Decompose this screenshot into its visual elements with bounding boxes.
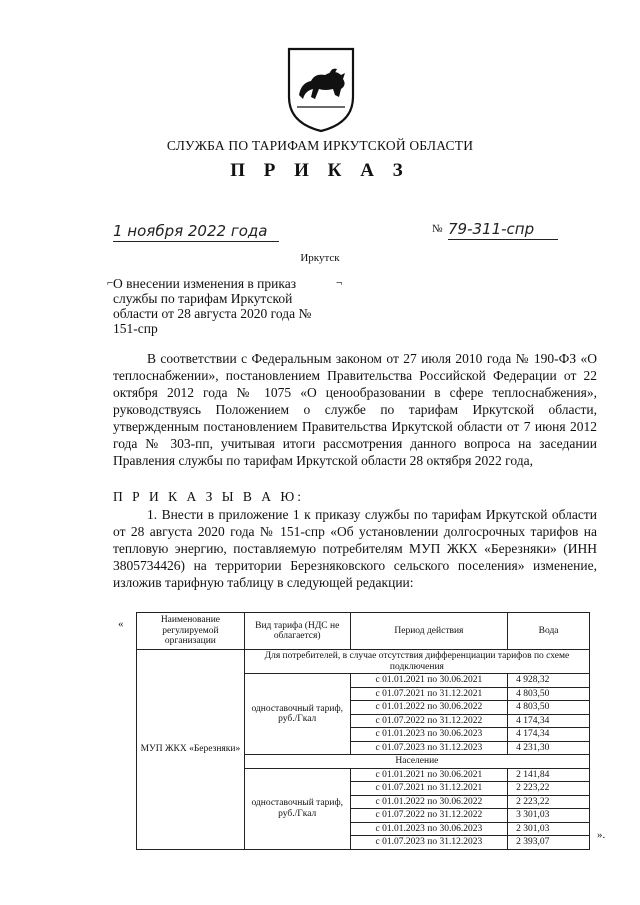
period-cell: с 01.01.2022 по 30.06.2022 <box>350 701 508 715</box>
tariff-table <box>136 612 590 850</box>
quote-open: « <box>118 618 124 630</box>
value-cell: 4 174,34 <box>508 714 590 728</box>
period-cell: с 01.07.2023 по 31.12.2023 <box>350 741 508 755</box>
value-cell: 4 803,50 <box>508 687 590 701</box>
organization-cell: МУП ЖКХ «Березняки» <box>137 650 245 850</box>
period-cell: с 01.07.2022 по 31.12.2022 <box>350 714 508 728</box>
value-cell: 4 174,34 <box>508 728 590 742</box>
period-cell: с 01.01.2023 по 30.06.2023 <box>350 728 508 742</box>
period-cell: с 01.01.2021 по 30.06.2021 <box>350 768 508 782</box>
section2-tariff-type: одноставочный тариф, руб./Гкал <box>244 768 350 849</box>
number-label: № <box>432 223 443 235</box>
header-water: Вода <box>508 613 590 650</box>
document-type-title: П Р И К А З <box>230 160 410 181</box>
section1-title-row <box>137 650 590 674</box>
section1-tariff-type: одноставочный тариф, руб./Гкал <box>244 674 350 755</box>
coat-of-arms-emblem <box>285 45 357 133</box>
period-cell: с 01.07.2021 по 31.12.2021 <box>350 687 508 701</box>
preamble-paragraph: В соответствии с Федеральным законом от 27 июля 2010 года № 190-ФЗ «О теплоснабжении», постановлением Правительства Российской Федерации от 22 октября 2012 года № 1075 «О ценообразовании в сфере теплоснабжения», руководствуясь Положением о службе по тарифам Иркутской области, утвержденным постановлением Правительства Иркутской области от 7 июня 2012 года № 303-пп, учитывая итоги рассмотрения данного вопроса на заседании Правления службы по тарифам Иркутской области 28 октября 2022 года, <box>113 351 597 468</box>
header-tariff-type: Вид тарифа (НДС не облагается) <box>244 613 350 650</box>
document-subject: О внесении изменения в приказ службы по тарифам Иркутской области от 28 августа 2020 года № 151-спр <box>113 276 312 336</box>
number-handwritten: 79-311-спр <box>448 220 558 240</box>
section1-title: Для потребителей, в случае отсутствия дифференциации тарифов по схеме подключения <box>244 650 589 674</box>
period-cell: с 01.01.2023 по 30.06.2023 <box>350 822 508 836</box>
value-cell: 2 301,03 <box>508 822 590 836</box>
header-period: Период действия <box>350 613 508 650</box>
period-cell: с 01.07.2021 по 31.12.2021 <box>350 782 508 796</box>
value-cell: 2 141,84 <box>508 768 590 782</box>
subject-bracket-left: ⌐ <box>107 277 114 289</box>
value-cell: 4 231,30 <box>508 741 590 755</box>
value-cell: 4 803,50 <box>508 701 590 715</box>
section2-title: Население <box>244 755 589 769</box>
value-cell: 2 223,22 <box>508 782 590 796</box>
organization-name: СЛУЖБА ПО ТАРИФАМ ИРКУТСКОЙ ОБЛАСТИ <box>166 138 474 153</box>
value-cell: 3 301,03 <box>508 809 590 823</box>
order-item-1: 1. Внести в приложение 1 к приказу службы по тарифам Иркутской области от 28 августа 2020 года № 151-спр «Об установлении долгосрочных тарифов на тепловую энергию, поставляемую потребителям МУП ЖКХ «Березняки» (ИНН 3805734426) на территории Березняковского сельского поселения» изменение, изложив тарифную таблицу в следующей редакции: <box>113 507 597 590</box>
subject-bracket-right: ¬ <box>336 277 343 289</box>
order-word: П Р И К А З Ы В А Ю: <box>113 489 305 504</box>
document-number <box>448 220 558 240</box>
quote-close: ». <box>597 829 606 841</box>
period-cell: с 01.07.2022 по 31.12.2022 <box>350 809 508 823</box>
city: Иркутск <box>300 252 340 264</box>
period-cell: с 01.07.2023 по 31.12.2023 <box>350 836 508 850</box>
value-cell: 2 393,07 <box>508 836 590 850</box>
table-header-row <box>137 613 590 650</box>
header-organization: Наименование регулируемой организации <box>137 613 245 650</box>
value-cell: 2 223,22 <box>508 795 590 809</box>
value-cell: 4 928,32 <box>508 674 590 688</box>
period-cell: с 01.01.2022 по 30.06.2022 <box>350 795 508 809</box>
document-date <box>113 222 279 242</box>
period-cell: с 01.01.2021 по 30.06.2021 <box>350 674 508 688</box>
date-handwritten: 1 ноября 2022 года <box>113 222 279 242</box>
